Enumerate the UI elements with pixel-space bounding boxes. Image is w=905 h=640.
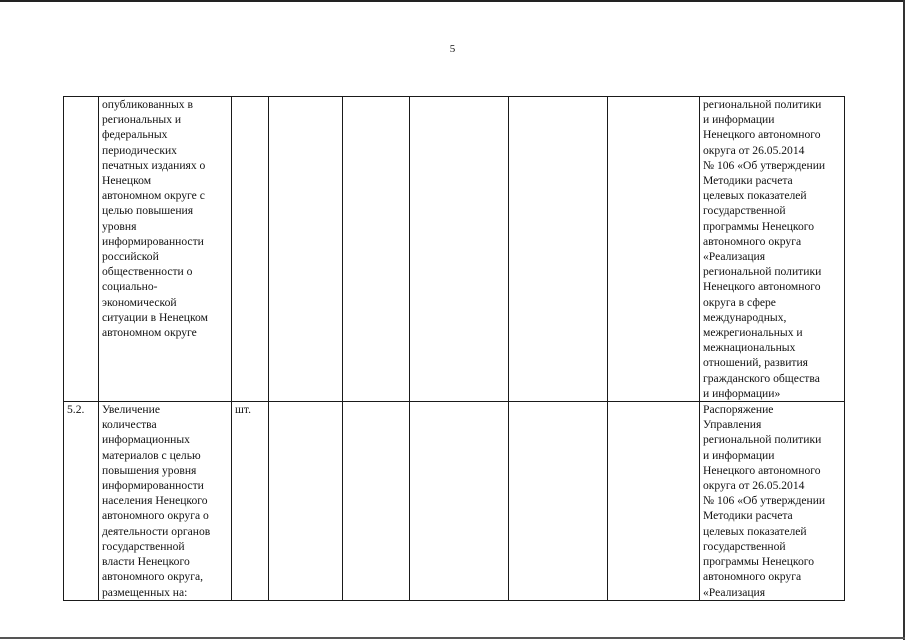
row-number-cell: 5.2. <box>64 402 99 601</box>
scan-bottom-edge <box>0 637 905 639</box>
table-row <box>64 97 845 402</box>
value-cell <box>509 402 608 601</box>
indicator-cell: Увеличение количества информационных материалов с целью повышения уровня информированности населения Ненецкого автономного округа о деятельности органов государственной власти Ненецкого автономного округа, размещенных на: <box>99 402 232 601</box>
page-number: 5 <box>449 43 456 55</box>
value-cell <box>608 402 700 601</box>
value-cell <box>410 402 509 601</box>
value-cell <box>343 402 410 601</box>
value-cell <box>509 97 608 402</box>
indicators-table <box>63 96 845 601</box>
unit-cell: шт. <box>232 402 269 601</box>
source-cell: региональной политики и информации Ненецкого автономного округа от 26.05.2014 № 106 «Об утверждении Методики расчета целевых показателей государственной программы Ненецкого автономного округа «Реализация региональной политики Ненецкого автономного округа в сфере международных, межрегиональных и межнациональных отношений, развития гражданского общества и информации» <box>700 97 845 402</box>
source-cell: Распоряжение Управления региональной политики и информации Ненецкого автономного округа от 26.05.2014 № 106 «Об утверждении Методики расчета целевых показателей государственной программы Ненецкого автономного округа «Реализация <box>700 402 845 601</box>
scan-top-edge <box>0 0 905 2</box>
indicator-cell: опубликованных в региональных и федеральных периодических печатных изданиях о Ненецком автономном округе с целью повышения уровня информированности российской общественности о социально- экономической ситуации в Ненецком автономном округе <box>99 97 232 402</box>
row-number-cell <box>64 97 99 402</box>
value-cell <box>410 97 509 402</box>
value-cell <box>269 402 343 601</box>
unit-cell <box>232 97 269 402</box>
value-cell <box>343 97 410 402</box>
value-cell <box>608 97 700 402</box>
value-cell <box>269 97 343 402</box>
table-row <box>64 402 845 601</box>
